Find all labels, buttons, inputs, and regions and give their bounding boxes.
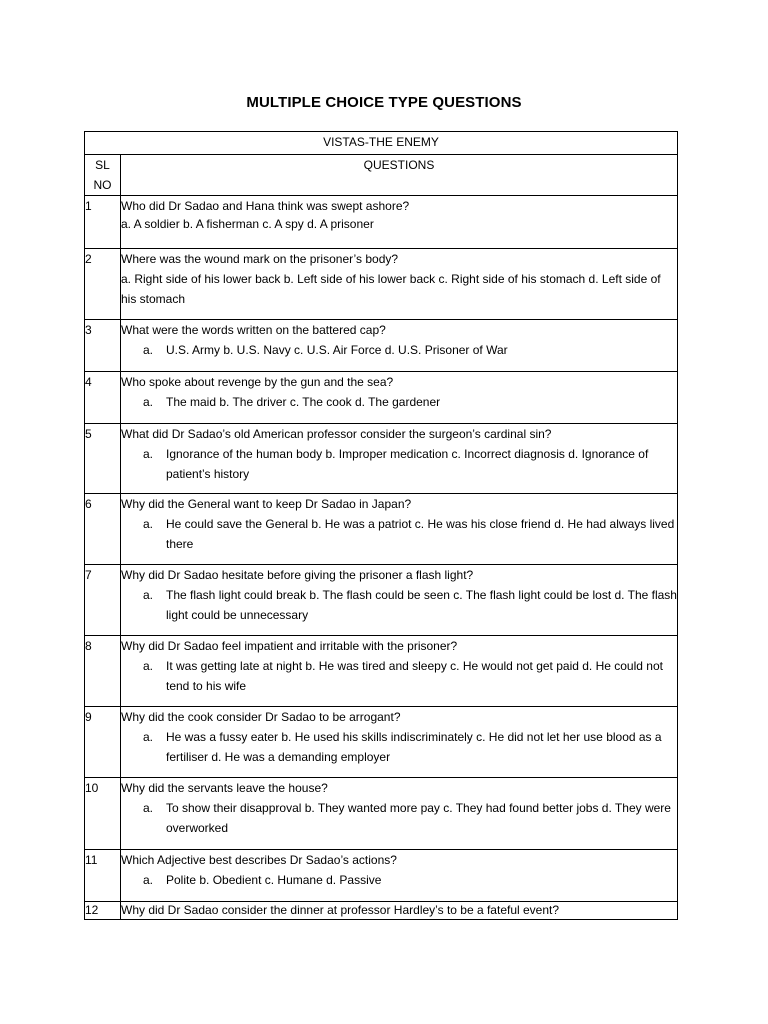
option-letter: a. bbox=[143, 730, 154, 744]
question-number: 4 bbox=[85, 372, 121, 424]
question-cell bbox=[121, 778, 678, 850]
question-row bbox=[85, 902, 678, 920]
question-cell bbox=[121, 707, 678, 778]
question-options: a. Right side of his lower back b. Left side of his lower back c. Right side of his stomach d. Left side of his stomach bbox=[121, 272, 661, 306]
question-text: What were the words written on the battered cap? bbox=[121, 323, 386, 337]
option-letter: a. bbox=[143, 395, 154, 409]
question-options: a. A soldier b. A fisherman c. A spy d. A prisoner bbox=[121, 217, 374, 231]
question-cell bbox=[121, 636, 678, 707]
question-row bbox=[85, 778, 678, 850]
question-number: 5 bbox=[85, 424, 121, 494]
question-number: 8 bbox=[85, 636, 121, 707]
question-cell bbox=[121, 902, 678, 920]
question-options: Ignorance of the human body b. Improper medication c. Incorrect diagnosis d. Ignorance of patient’s history bbox=[166, 447, 649, 481]
question-options: Polite b. Obedient c. Humane d. Passive bbox=[166, 873, 382, 887]
question-row bbox=[85, 320, 678, 372]
question-cell bbox=[121, 320, 678, 372]
option-letter: a. bbox=[143, 517, 154, 531]
question-options: To show their disapproval b. They wanted more pay c. They had found better jobs d. They were overworked bbox=[166, 801, 671, 835]
option-list bbox=[121, 585, 677, 625]
question-number: 12 bbox=[85, 902, 121, 920]
question-cell bbox=[121, 249, 678, 320]
question-text: Why did Dr Sadao hesitate before giving the prisoner a flash light? bbox=[121, 568, 474, 582]
questions-header: QUESTIONS bbox=[121, 155, 678, 196]
question-number: 3 bbox=[85, 320, 121, 372]
question-row bbox=[85, 196, 678, 249]
option-letter: a. bbox=[143, 588, 154, 602]
question-number: 10 bbox=[85, 778, 121, 850]
question-row bbox=[85, 565, 678, 636]
option-letter: a. bbox=[143, 801, 154, 815]
page-title: MULTIPLE CHOICE TYPE QUESTIONS bbox=[246, 94, 522, 111]
option-letter: a. bbox=[143, 873, 154, 887]
option-list bbox=[121, 514, 677, 554]
option-list bbox=[121, 392, 677, 412]
question-cell bbox=[121, 565, 678, 636]
question-number: 6 bbox=[85, 494, 121, 565]
question-options: The maid b. The driver c. The cook d. The gardener bbox=[166, 395, 441, 409]
sl-no-header bbox=[85, 155, 121, 196]
option-list bbox=[121, 656, 677, 696]
section-title: VISTAS-THE ENEMY bbox=[85, 132, 678, 155]
option-list bbox=[121, 870, 677, 890]
question-row bbox=[85, 494, 678, 565]
question-text: Who spoke about revenge by the gun and the sea? bbox=[121, 375, 394, 389]
question-cell bbox=[121, 372, 678, 424]
question-row bbox=[85, 424, 678, 494]
question-number: 9 bbox=[85, 707, 121, 778]
question-options: It was getting late at night b. He was tired and sleepy c. He would not get paid d. He could not tend to his wife bbox=[166, 659, 663, 693]
question-options: He could save the General b. He was a patriot c. He was his close friend d. He had always lived there bbox=[166, 517, 675, 551]
question-text: Why did the General want to keep Dr Sadao in Japan? bbox=[121, 497, 412, 511]
option-list bbox=[121, 727, 677, 767]
question-cell bbox=[121, 424, 678, 494]
question-number: 1 bbox=[85, 196, 121, 249]
question-text: Why did the cook consider Dr Sadao to be arrogant? bbox=[121, 710, 401, 724]
question-text: Why did Dr Sadao feel impatient and irritable with the prisoner? bbox=[121, 639, 458, 653]
option-letter: a. bbox=[143, 343, 154, 357]
option-list bbox=[121, 798, 677, 838]
question-options: U.S. Army b. U.S. Navy c. U.S. Air Force d. U.S. Prisoner of War bbox=[166, 343, 508, 357]
question-text: Why did Dr Sadao consider the dinner at professor Hardley’s to be a fateful event? bbox=[121, 903, 560, 917]
question-row bbox=[85, 372, 678, 424]
question-row bbox=[85, 249, 678, 320]
question-cell bbox=[121, 850, 678, 902]
sl-header-line1: SL bbox=[95, 158, 110, 172]
question-number: 11 bbox=[85, 850, 121, 902]
question-text: Which Adjective best describes Dr Sadao’s actions? bbox=[121, 853, 397, 867]
question-text: Where was the wound mark on the prisoner’s body? bbox=[121, 252, 399, 266]
question-cell bbox=[121, 196, 678, 249]
question-text: What did Dr Sadao’s old American professor consider the surgeon’s cardinal sin? bbox=[121, 427, 552, 441]
option-list bbox=[121, 340, 677, 360]
question-text: Who did Dr Sadao and Hana think was swept ashore? bbox=[121, 199, 410, 213]
question-cell bbox=[121, 494, 678, 565]
option-letter: a. bbox=[143, 447, 154, 461]
question-options: The flash light could break b. The flash could be seen c. The flash light could be lost d. The flash light could be unnecessary bbox=[166, 588, 677, 622]
option-list bbox=[121, 444, 677, 484]
question-text: Why did the servants leave the house? bbox=[121, 781, 328, 795]
question-number: 7 bbox=[85, 565, 121, 636]
question-options: He was a fussy eater b. He used his skills indiscriminately c. He did not let her use blood as a fertiliser d. He was a demanding employer bbox=[166, 730, 662, 764]
question-table bbox=[84, 131, 678, 920]
question-row bbox=[85, 850, 678, 902]
question-row bbox=[85, 707, 678, 778]
sl-header-line2: NO bbox=[93, 178, 112, 192]
option-letter: a. bbox=[143, 659, 154, 673]
question-number: 2 bbox=[85, 249, 121, 320]
question-row bbox=[85, 636, 678, 707]
